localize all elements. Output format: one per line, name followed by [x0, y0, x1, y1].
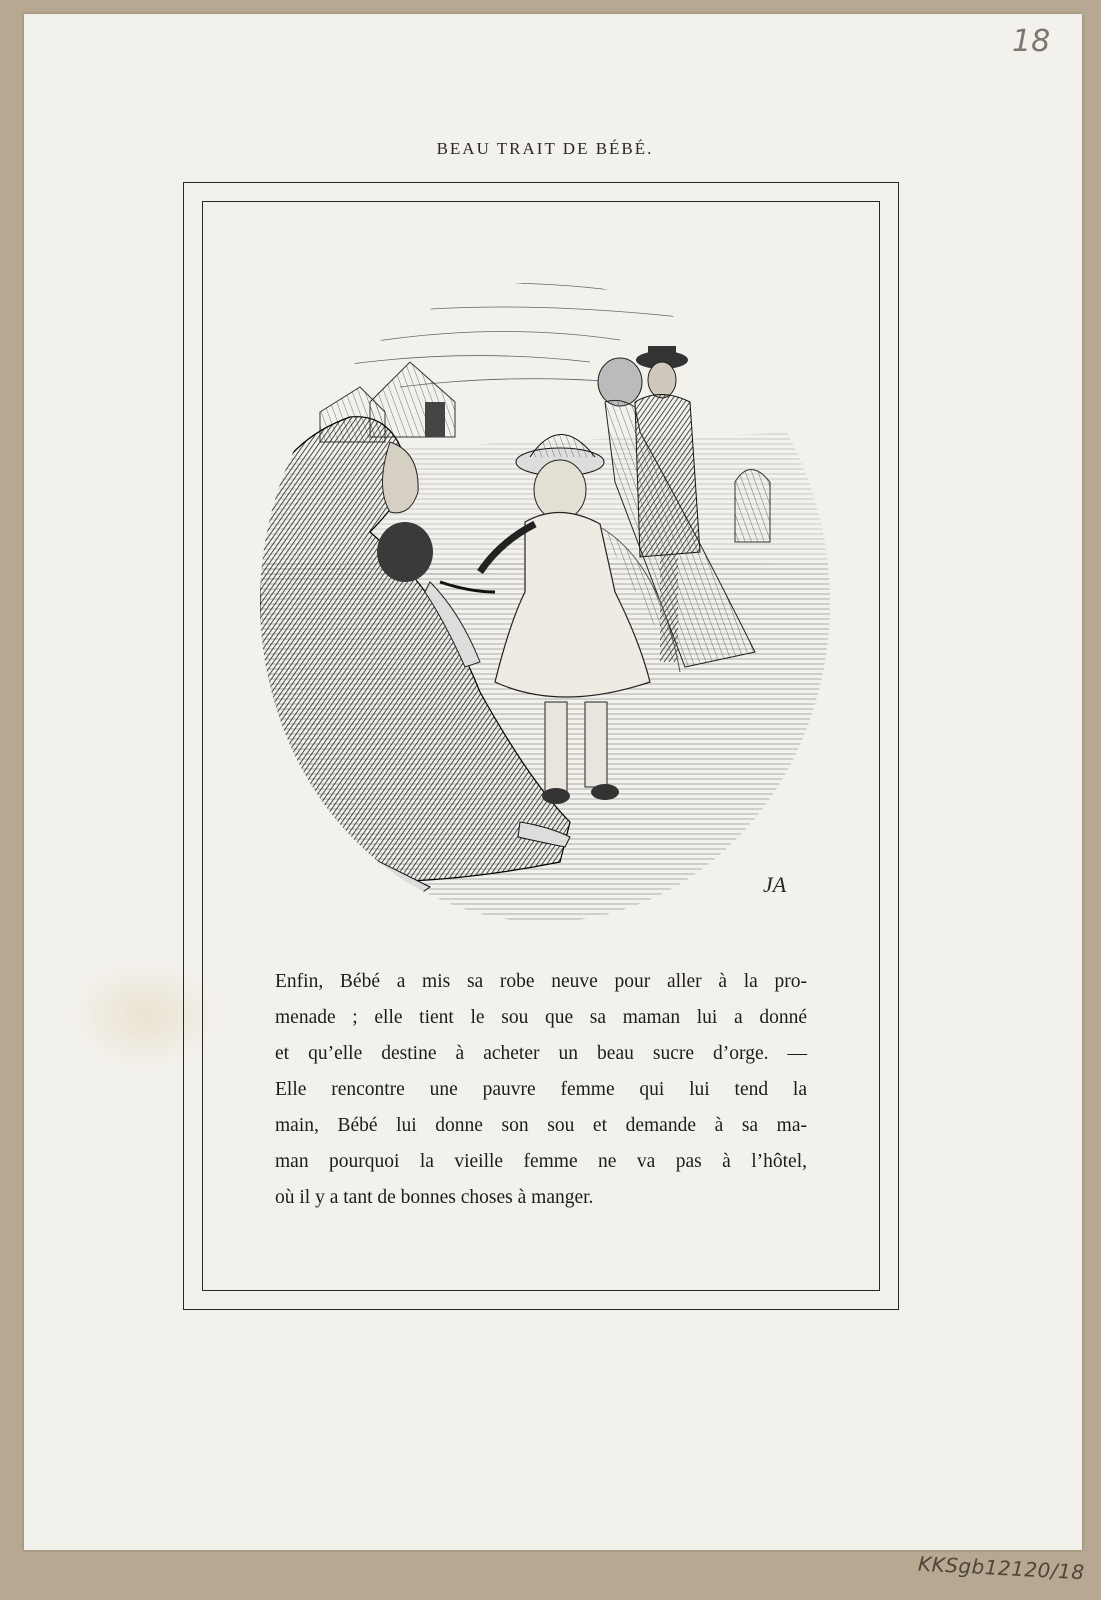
page-number: 18	[1012, 24, 1051, 59]
caption-line: menade ; elle tient le sou que sa maman lui a donné	[275, 1007, 807, 1028]
page-title: BEAU TRAIT DE BÉBÉ.	[436, 139, 654, 158]
inventory-number: KKSgb12120/18	[917, 1551, 1086, 1585]
caption-paragraph	[275, 964, 807, 1216]
artist-monogram: JA	[763, 872, 787, 897]
caption-line: main, Bébé lui donne son sou et demande à sa ma-	[275, 1115, 807, 1136]
engraving-illustration	[260, 262, 830, 922]
caption-line: et qu’elle destine à acheter un beau sucre d’orge. —	[275, 1043, 807, 1064]
caption-line: Enfin, Bébé a mis sa robe neuve pour aller à la pro-	[275, 971, 807, 992]
caption-line: Elle rencontre une pauvre femme qui lui tend la	[275, 1079, 807, 1100]
caption-line: man pourquoi la vieille femme ne va pas à l’hôtel,	[275, 1151, 807, 1172]
caption-line: où il y a tant de bonnes choses à manger.	[275, 1187, 594, 1208]
